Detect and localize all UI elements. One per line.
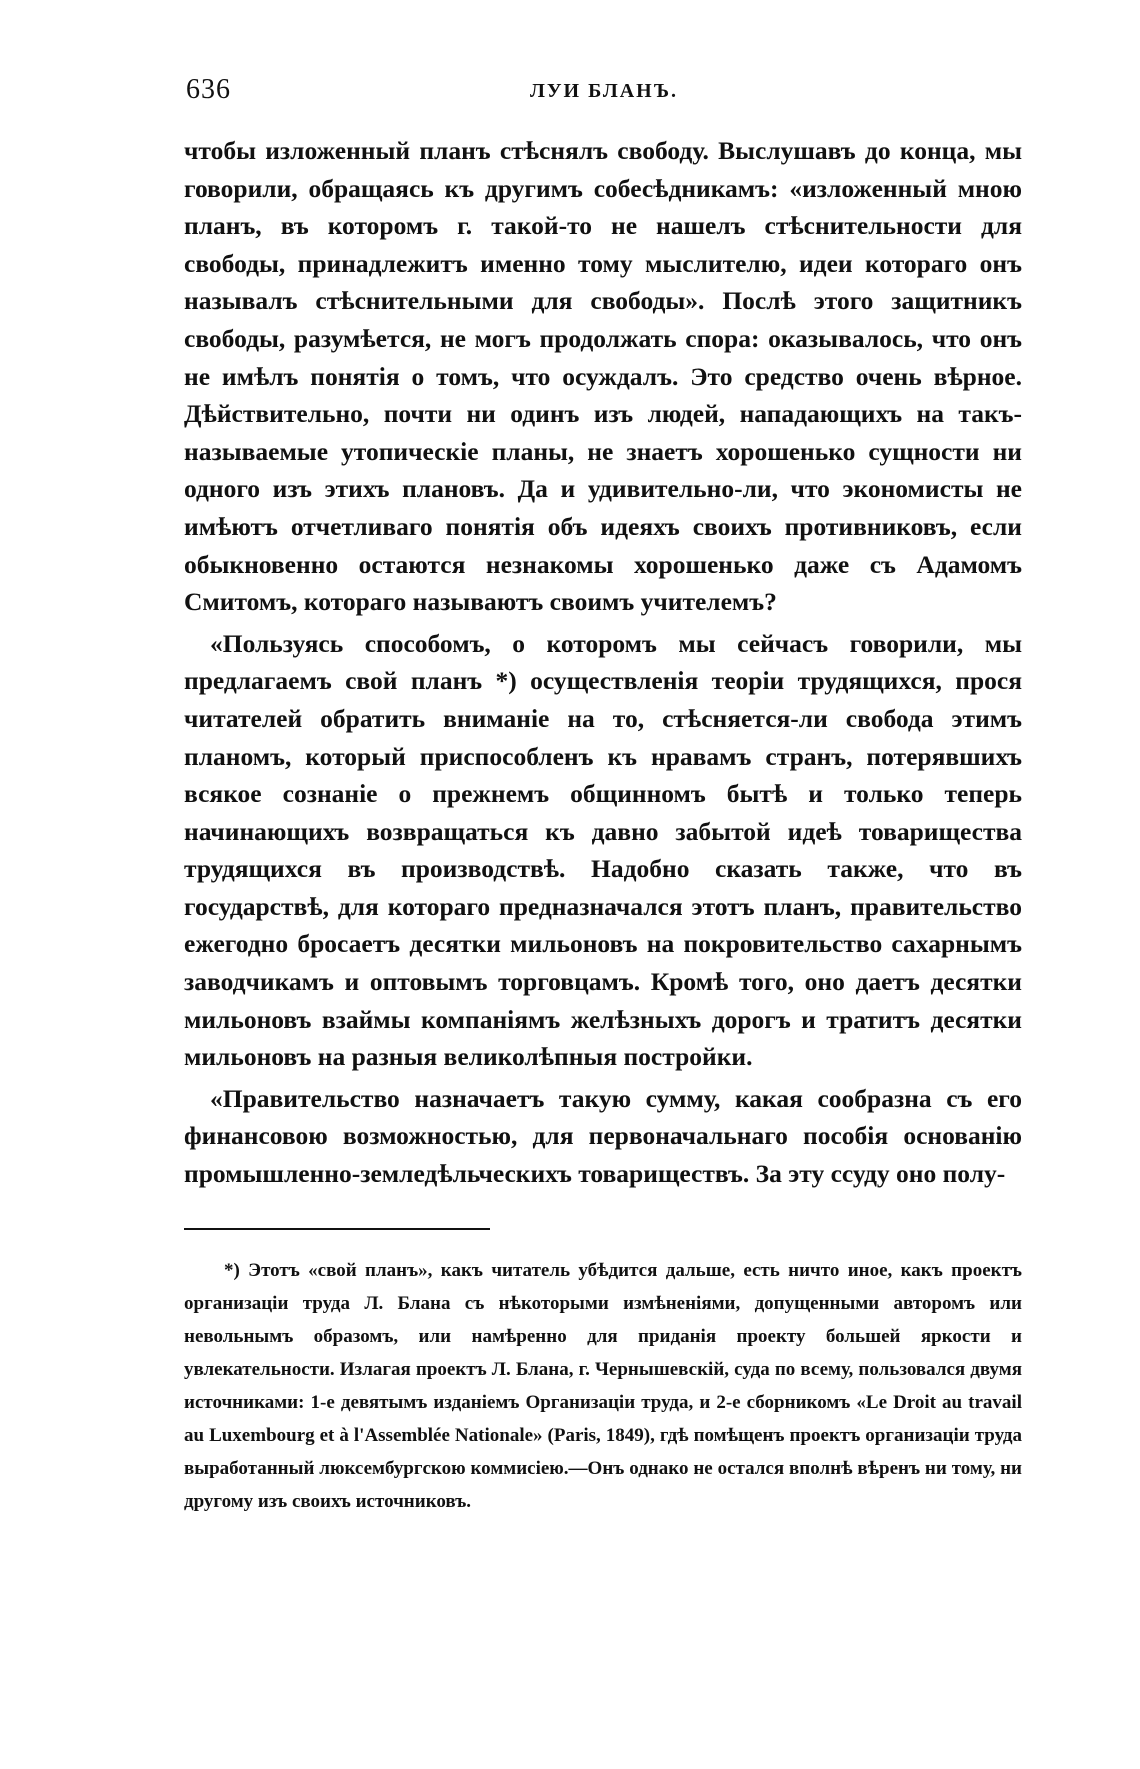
footnote: *) Этотъ «свой планъ», какъ читатель убѣдится дальше, есть ничто иное, какъ проектъ организаціи труда Л. Блана съ нѣкоторыми измѣненіями, допущенными авторомъ или невольнымъ образомъ, или намѣренно для приданія проекту большей яркости и увлекательности. Излагая проектъ Л. Блана, г. Чернышевскій, суда по всему, пользовался двумя источниками: 1-е девятымъ изданіемъ Организаціи труда, и 2-е сборникомъ «Le Droit au travail au Luxembourg et à l'Assemblée Nationale» (Paris, 1849), гдѣ помѣщенъ проектъ организаціи труда выработанный люксембургскою коммисіею.—Онъ однако не остался вполнѣ вѣренъ ни тому, ни другому изъ своихъ источниковъ. xyxy=(184,1260,1022,1512)
paragraph-1: чтобы изложенный планъ стѣснялъ свободу. Выслушавъ до конца, мы говорили, обращаясь къ другимъ собесѣдникамъ: «изложенный мною планъ, въ которомъ г. такой-то не нашелъ стѣснительности для свободы, принадлежитъ именно тому мыслителю, идеи котораго онъ называлъ стѣснительными для свободы». Послѣ этого защитникъ свободы, разумѣется, не могъ продолжать спора: оказывалось, что онъ не имѣлъ понятія о томъ, что осуждалъ. Это средство очень вѣрное. Дѣйствительно, почти ни одинъ изъ людей, нападающихъ на такъ-называемые утопическіе планы, не знаетъ хорошенько сущности ни одного изъ этихъ плановъ. Да и удивительно-ли, что экономисты не имѣютъ отчетливаго понятія объ идеяхъ своихъ противниковъ, если обыкновенно остаются незнакомы хорошенько даже съ Адамомъ Смитомъ, котораго называютъ своимъ учителемъ? xyxy=(184,136,1022,617)
footnote-divider xyxy=(184,1228,490,1230)
paragraph-2: «Пользуясь способомъ, о которомъ мы сейчасъ говорили, мы предлагаемъ свой планъ *) осуществленія теоріи трудящихся, прося читателей обратить вниманіе на то, стѣсняется-ли свобода этимъ планомъ, который приспособленъ къ нравамъ странъ, потерявшихъ всякое сознаніе о прежнемъ общинномъ бытѣ и только теперь начинающихъ возвращаться къ давно забытой идеѣ товарищества трудящихся въ производствѣ. Надобно сказать также, что въ государствѣ, для котораго предназначался этотъ планъ, правительство ежегодно бросаетъ десятки мильоновъ на покровительство сахарнымъ заводчикамъ и оптовымъ торговцамъ. Кромѣ того, оно даетъ десятки мильоновъ взаймы компаніямъ желѣзныхъ дорогъ и тратитъ десятки мильоновъ на разныя великолѣпныя постройки. xyxy=(184,628,1022,1072)
page-number: 636 xyxy=(186,74,231,105)
page-header xyxy=(186,74,1022,118)
main-text xyxy=(184,132,1022,1193)
running-title: ЛУИ БЛАНЪ. xyxy=(529,80,679,102)
paragraph-3: «Правительство назначаетъ такую сумму, какая сообразна съ его финансовою возможностью, для первоначальнаго пособія основанію промышленно-земледѣльческихъ товариществъ. За эту ссуду оно полу- xyxy=(184,1083,1022,1189)
